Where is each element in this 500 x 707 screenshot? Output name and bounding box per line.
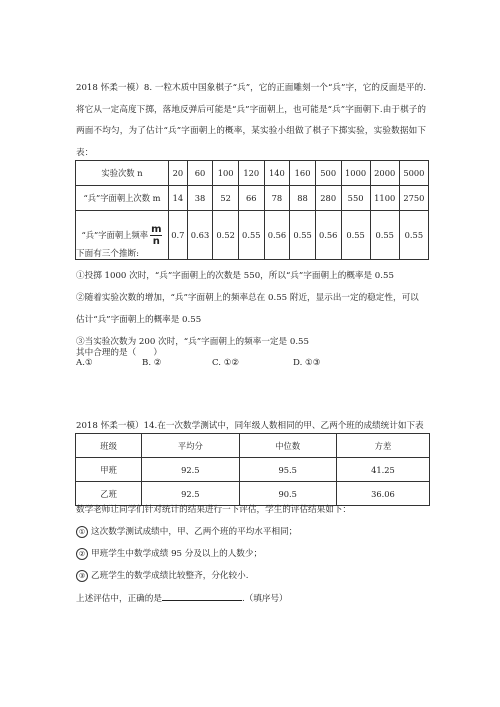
table-cell: 1100 [370, 186, 399, 211]
table-cell: 100 [213, 161, 239, 186]
option-c: C. ①② [212, 358, 240, 368]
inference-2-line-2: 估计“兵”字面朝上的概率是 0.55 [76, 315, 202, 325]
table-cell: 2750 [399, 186, 428, 211]
table-cell: 乙班 [76, 482, 142, 506]
evaluation-2-text: 甲班学生中数学成绩 95 分及以上的人数少； [91, 549, 263, 559]
row-label-count: “兵”字面朝上次数 m [76, 186, 169, 211]
table-cell: 36.06 [336, 482, 429, 506]
table-cell: 2000 [370, 161, 399, 186]
inference-1: ①投掷 1000 次时，“兵”字面朝上的次数是 550，所以“兵”字面朝上的概率是 0.55 [76, 271, 394, 281]
table-cell: 280 [315, 186, 341, 211]
table-cell: 0.7 [169, 211, 188, 260]
table-cell: 160 [290, 161, 316, 186]
evaluation-3 [76, 569, 248, 582]
table-cell: 0.52 [213, 211, 239, 260]
option-a: A.① [76, 358, 93, 368]
fraction-denominator: n [152, 235, 160, 247]
inference-3: ③当实验次数为 200 次时，“兵”字面朝上的频率一定是 0.55 [76, 337, 309, 347]
experiment-data-table [75, 160, 429, 260]
evaluation-2 [76, 547, 262, 560]
header-variance: 方差 [336, 434, 429, 458]
table-row [76, 482, 430, 506]
table-row [76, 161, 429, 186]
question-8-prompt: 其中合理的是（ ） [76, 348, 162, 358]
table-cell: 0.56 [264, 211, 290, 260]
row-label-trials: 实验次数 n [76, 161, 169, 186]
option-d: D. ①③ [293, 358, 321, 368]
table-cell: 14 [169, 186, 188, 211]
inference-2-line-1: ②随着实验次数的增加，“兵”字面朝上的频率总在 0.55 附近，显示出一定的稳定性，可以 [76, 293, 419, 303]
table-cell: 甲班 [76, 458, 142, 482]
table-cell: 20 [169, 161, 188, 186]
table-cell: 95.5 [239, 458, 336, 482]
header-median: 中位数 [239, 434, 336, 458]
table-cell: 1000 [341, 161, 370, 186]
answer-blank [162, 591, 242, 601]
answer-prompt-prefix: 上述评估中，正确的是 [76, 594, 162, 604]
table-cell: 78 [264, 186, 290, 211]
evaluation-3-text: 乙班学生的数学成绩比较整齐，分化较小. [91, 571, 249, 581]
question-8-intro: 2018 怀柔一模）8. 一粒木质中国象棋子“兵”，它的正面雕刻一个“兵”字，它的反面是平的. 将它从一定高度下掷，落地反弹后可能是“兵”字面朝上，也可能是“兵”字面朝下.由于棋子的两面不均匀，为了估计“兵”字面朝上的概率，某实验小组做了棋子下掷实验，实验数据如下表： [76, 83, 426, 158]
inference-lead: 下面有三个推断: [76, 249, 140, 259]
table-cell: 66 [238, 186, 264, 211]
table-cell: 550 [341, 186, 370, 211]
table-cell: 92.5 [142, 458, 239, 482]
table-cell: 0.55 [370, 211, 399, 260]
header-mean: 平均分 [142, 434, 239, 458]
table-cell: 41.25 [336, 458, 429, 482]
circled-number-2: ② [76, 548, 88, 560]
circled-number-3: ③ [76, 570, 88, 582]
table-cell: 90.5 [239, 482, 336, 506]
question-14-prompt [76, 591, 288, 604]
table-cell: 92.5 [142, 482, 239, 506]
table-cell: 0.55 [238, 211, 264, 260]
table-cell: 500 [315, 161, 341, 186]
table-cell: 88 [290, 186, 316, 211]
question-14-intro: 2018 怀柔一模）14.在一次数学测试中，同年级人数相同的甲、乙两个班的成绩统计如下表 [76, 421, 424, 431]
table-cell: 0.55 [399, 211, 428, 260]
table-cell: 52 [213, 186, 239, 211]
evaluation-1-text: 这次数学测试成绩中，甲、乙两个班的平均水平相同； [91, 527, 298, 537]
evaluation-1 [76, 525, 297, 538]
header-class: 班级 [76, 434, 142, 458]
table-cell: 60 [187, 161, 213, 186]
class-score-table [75, 433, 430, 506]
fraction-m-over-n [150, 224, 162, 247]
table-cell: 0.56 [315, 211, 341, 260]
table-cell: 120 [238, 161, 264, 186]
table-cell: 5000 [399, 161, 428, 186]
circled-number-1: ① [76, 526, 88, 538]
table-cell: 140 [264, 161, 290, 186]
frequency-label-text: “兵”字面朝上频率 [81, 229, 149, 240]
table-row [76, 186, 429, 211]
table-header-row [76, 434, 430, 458]
table-cell: 0.55 [341, 211, 370, 260]
table-cell: 0.63 [187, 211, 213, 260]
answer-prompt-suffix: .（填序号） [241, 594, 288, 604]
table-cell: 38 [187, 186, 213, 211]
fraction-numerator: m [151, 223, 162, 235]
option-b: B. ② [142, 358, 162, 368]
table-row [76, 458, 430, 482]
table-cell: 0.55 [290, 211, 316, 260]
evaluation-intro: 数学老师让同学们针对统计的结果进行一下评估，学生的评估结果如下： [76, 505, 352, 515]
